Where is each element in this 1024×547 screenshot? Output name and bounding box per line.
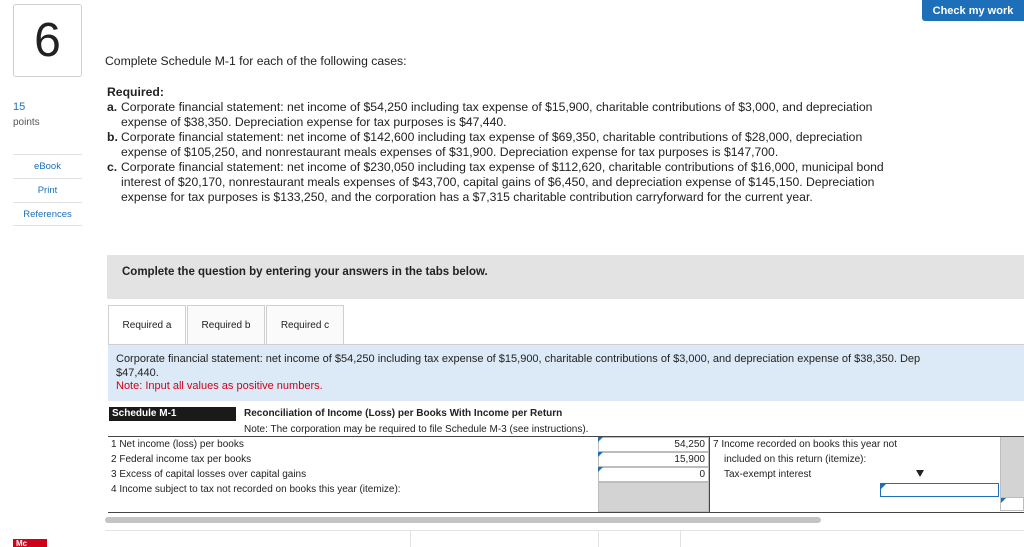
input-marker-icon xyxy=(598,467,603,472)
case-info-text xyxy=(116,353,1024,380)
tab-required-c[interactable]: Required c xyxy=(266,305,344,345)
print-link[interactable]: Print xyxy=(13,178,82,202)
schedule-note: Note: The corporation may be required to file Schedule M-3 (see instructions). xyxy=(244,424,589,435)
input-marker-icon xyxy=(598,452,603,457)
excess-capital-losses-input[interactable]: 0 xyxy=(598,467,709,482)
references-link[interactable]: References xyxy=(13,202,82,226)
required-item-label: b. xyxy=(107,130,118,144)
side-links xyxy=(13,154,82,226)
row-7-label: 7 Income recorded on books this year not xyxy=(713,439,897,450)
schedule-bottom-rule xyxy=(108,512,1024,513)
schedule-row-label: 1 Net income (loss) per books xyxy=(111,439,244,450)
schedule-row-label: 2 Federal income tax per books xyxy=(111,454,252,465)
horizontal-scrollbar[interactable] xyxy=(105,517,821,523)
required-item-text: Corporate financial statement: net income of $54,250 including tax expense of $15,900, charitable contributions of $3,000, and depreciation expense of $38,350. Depreciation expense for tax purposes is $47,440. xyxy=(121,100,873,129)
right-total-cell xyxy=(1000,437,1024,497)
input-marker-icon xyxy=(598,437,603,442)
points-value: 15 xyxy=(13,101,26,113)
publisher-logo: Mc xyxy=(13,539,47,547)
tab-required-b[interactable]: Required b xyxy=(187,305,265,345)
input-marker-icon xyxy=(1001,498,1006,503)
income-not-recorded-cell xyxy=(598,482,709,512)
required-title: Required: xyxy=(107,85,164,99)
required-item-text: Corporate financial statement: net income of $230,050 including tax expense of $112,620, charitable contributions of $16,000, municipal bond interest of $20,170, nonrestaurant meals expenses of $43,700, capital gains of $6,450, and depreciation expense of $145,150. Depreciation expense for tax purposes is $133,250, and the corporation has a $7,315 charitable contribution carryforward for the current year. xyxy=(121,160,884,204)
required-item-a xyxy=(107,100,907,130)
required-item-label: a. xyxy=(107,100,118,114)
footer-divider-tick xyxy=(680,531,681,547)
answer-tabs xyxy=(108,305,345,345)
row-7-label-continued: included on this return (itemize): xyxy=(724,454,867,465)
federal-tax-input[interactable]: 15,900 xyxy=(598,452,709,467)
row-7-select[interactable]: Tax-exempt interest xyxy=(724,469,812,480)
question-intro: Complete Schedule M-1 for each of the following cases: xyxy=(105,54,407,68)
question-number: 6 xyxy=(13,4,82,77)
check-my-work-button[interactable]: Check my work xyxy=(922,0,1024,21)
schedule-badge: Schedule M-1 xyxy=(109,407,236,421)
instruction-band xyxy=(107,255,1024,299)
schedule-row-label: 3 Excess of capital losses over capital gains xyxy=(111,469,307,480)
points-label: points xyxy=(13,117,40,128)
footer-divider-tick xyxy=(410,531,411,547)
chevron-down-icon[interactable] xyxy=(916,470,924,477)
case-info-line-1: Corporate financial statement: net income of $54,250 including tax expense of $15,900, charitable contributions of $3,000, and depreciation expense of $38,350. Dep xyxy=(116,353,921,365)
instruction-text: Complete the question by entering your answers in the tabs below. xyxy=(122,266,488,278)
schedule-row-label: 4 Income subject to tax not recorded on books this year (itemize): xyxy=(111,484,401,495)
footer-divider-tick xyxy=(598,531,599,547)
net-income-input[interactable]: 54,250 xyxy=(598,437,709,452)
input-note: Note: Input all values as positive numbers. xyxy=(116,380,323,392)
schedule-top-rule xyxy=(108,436,1024,437)
required-item-label: c. xyxy=(107,160,118,174)
schedule-column-divider xyxy=(709,436,710,512)
input-marker-icon xyxy=(881,484,886,489)
row-7-amount-input[interactable] xyxy=(880,483,999,497)
required-item-text: Corporate financial statement: net income of $142,600 including tax expense of $69,350, charitable contributions of $28,000, depreciation expense of $105,250, and nonrestaurant meals expenses of $31,900. Depreciation expense for tax purposes is $147,700. xyxy=(121,130,863,159)
footer-divider xyxy=(105,530,1024,531)
tab-required-a[interactable]: Required a xyxy=(108,305,186,345)
required-item-b xyxy=(107,130,907,160)
ebook-link[interactable]: eBook xyxy=(13,154,82,178)
case-info-panel xyxy=(108,345,1024,401)
case-info-line-2: $47,440. xyxy=(116,366,159,379)
required-block xyxy=(107,85,907,205)
required-item-c xyxy=(107,160,907,205)
schedule-title: Reconciliation of Income (Loss) per Books With Income per Return xyxy=(244,408,563,419)
